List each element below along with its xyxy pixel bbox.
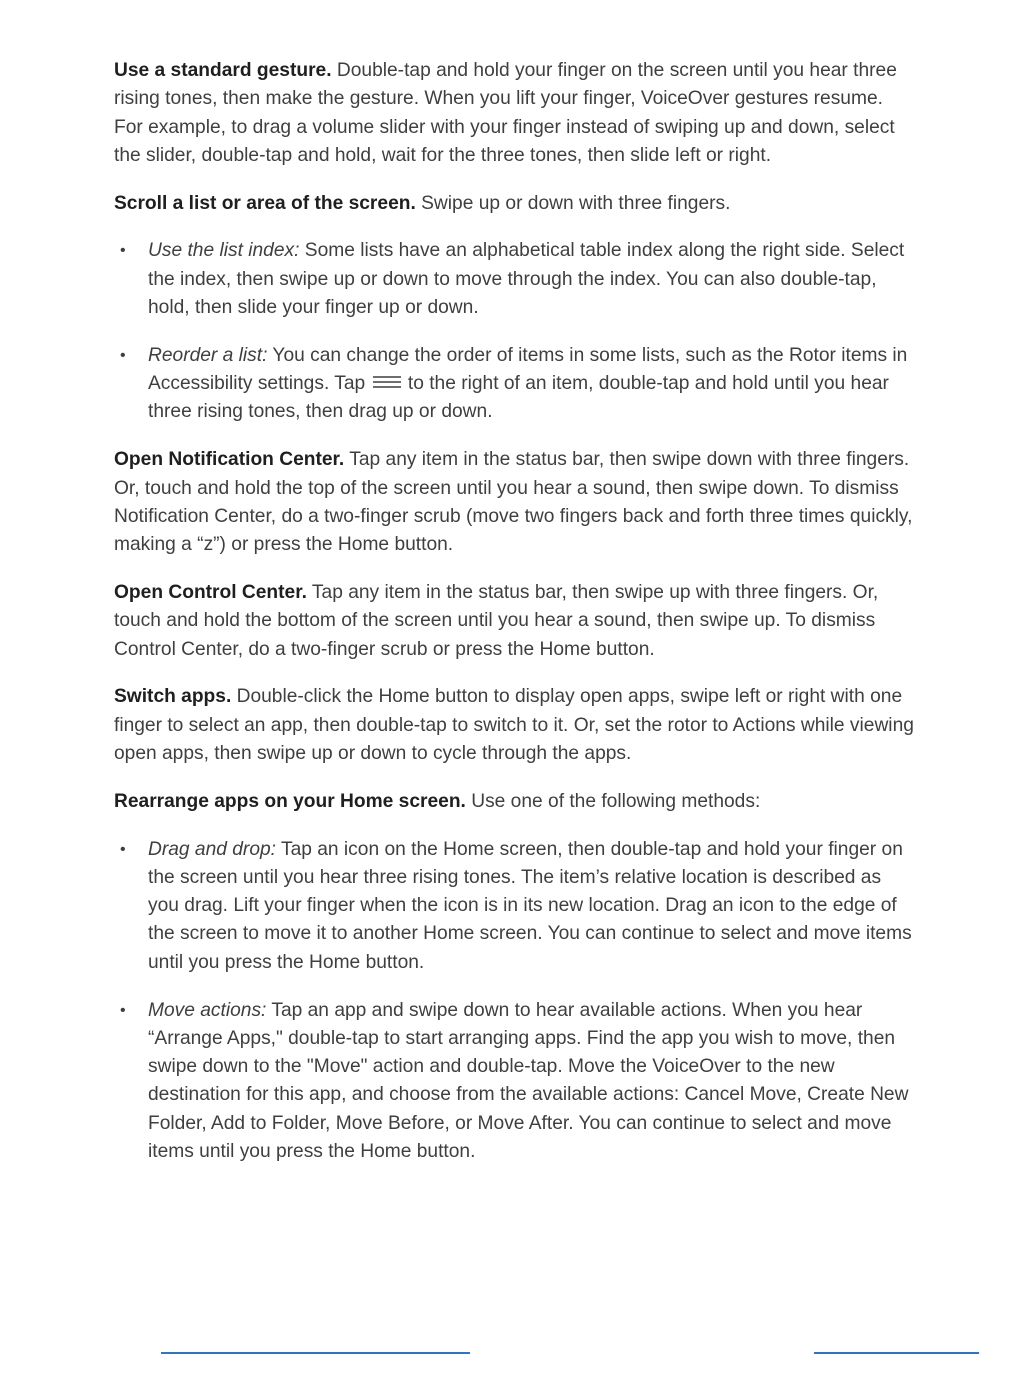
paragraph-control-center xyxy=(114,579,914,664)
lead-switch-apps: Switch apps. xyxy=(114,686,232,708)
footer-rule-left xyxy=(161,1352,470,1354)
body-drag-and-drop: Tap an icon on the Home screen, then double-tap and hold your finger on the screen until you hear three rising tones. The item’s relative location is described as you drag. Lift your finger when the icon is in its new location. Drag an icon to the edge of the screen to move it to another Home screen. You can continue to select and move items until you press the Home button. xyxy=(148,838,912,973)
term-list-index: Use the list index: xyxy=(148,240,300,262)
body-move-actions: Tap an app and swipe down to hear available actions. When you hear “Arrange Apps," double-tap to start arranging apps. Find the app you wish to move, then swipe down to the "Move" action and double-tap. Move the VoiceOver to the new destination for this app, and choose from the available actions: Cancel Move, Create New Folder, Add to Folder, Move Before, or Move After. You can continue to select and move items until you press the Home button. xyxy=(148,999,909,1162)
paragraph-switch-apps xyxy=(114,683,914,768)
paragraph-notification-center xyxy=(114,446,914,559)
lead-notification-center: Open Notification Center. xyxy=(114,449,345,471)
rearrange-bullet-list xyxy=(114,836,914,1167)
body-list-index: Some lists have an alphabetical table index along the right side. Select the index, then swipe up or down to move through the index. You can also double-tap, hold, then slide your finger up or down. xyxy=(148,240,905,319)
body-reorder-list-end: to the right of an item, double-tap and hold until you hear three rising tones, then drag up or down. xyxy=(148,373,889,423)
body-rearrange-apps: Use one of the following methods: xyxy=(465,790,761,812)
paragraph-standard-gesture xyxy=(114,57,914,170)
term-drag-and-drop: Drag and drop: xyxy=(148,838,276,860)
paragraph-rearrange-apps xyxy=(114,788,914,816)
body-notification-center: Tap any item in the status bar, then swipe down with three fingers. Or, touch and hold the top of the screen until you hear a sound, then swipe down. To dismiss Notification Center, do a two-finger scrub (move two fingers back and forth three times quickly, making a “z”) or press the Home button. xyxy=(114,449,913,556)
list-item xyxy=(114,237,914,322)
term-move-actions: Move actions: xyxy=(148,999,267,1021)
bullet-icon: • xyxy=(120,840,126,858)
lead-control-center: Open Control Center. xyxy=(114,581,307,603)
body-reorder-list-start: You can change the order of items in some lists, such as the Rotor items in Accessibility settings. Tap xyxy=(148,344,908,395)
bullet-icon: • xyxy=(120,346,126,364)
bullet-icon: • xyxy=(120,242,126,260)
paragraph-scroll xyxy=(114,190,914,218)
scroll-bullet-list xyxy=(114,237,914,426)
page-content xyxy=(114,57,914,1186)
body-scroll: Swipe up or down with three fingers. xyxy=(415,192,731,214)
list-item xyxy=(114,997,914,1167)
body-standard-gesture: Double-tap and hold your finger on the screen until you hear three rising tones, then make the gesture. When you lift your finger, VoiceOver gestures resume. For example, to drag a volume slider with your finger instead of swiping up and down, select the slider, double-tap and hold, wait for the three tones, then slide left or right. xyxy=(114,60,897,166)
body-switch-apps: Double-click the Home button to display open apps, swipe left or right with one finger to select an app, then double-tap to switch to it. Or, set the rotor to Actions while viewing open apps, then swipe up or down to cycle through the apps. xyxy=(114,686,914,764)
footer-rule-right xyxy=(814,1352,979,1354)
reorder-icon xyxy=(373,376,401,388)
term-reorder-list: Reorder a list: xyxy=(148,344,268,366)
body-control-center: Tap any item in the status bar, then swipe up with three fingers. Or, touch and hold the bottom of the screen until you hear a sound, then swipe up. To dismiss Control Center, do a two-finger scrub or press the Home button. xyxy=(114,581,879,660)
lead-rearrange-apps: Rearrange apps on your Home screen. xyxy=(114,790,466,812)
list-item xyxy=(114,836,914,977)
bullet-icon: • xyxy=(120,1001,126,1019)
lead-scroll: Scroll a list or area of the screen. xyxy=(114,192,416,214)
list-item xyxy=(114,342,914,427)
lead-standard-gesture: Use a standard gesture. xyxy=(114,60,332,81)
